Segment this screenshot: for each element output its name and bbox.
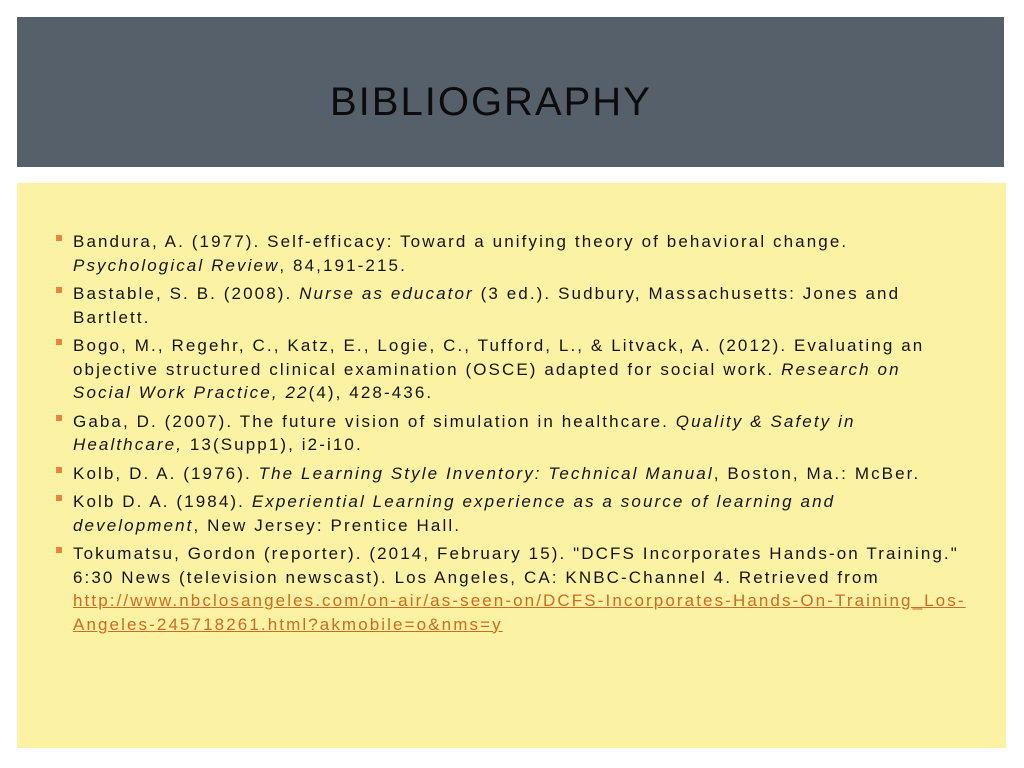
bullet-icon (56, 415, 62, 421)
reference-item (56, 490, 966, 537)
reference-text: Tokumatsu, Gordon (reporter). (2014, February 15). "DCFS Incorporates Hands-on Training." 6:30 News (television newscast). Los Angeles, CA: KNBC-Channel 4. Retrieved from (73, 544, 959, 587)
reference-item (56, 462, 966, 486)
bullet-icon (56, 287, 62, 293)
reference-text: Kolb, D. A. (1976). (73, 463, 259, 483)
reference-book-title: Nurse as educator (299, 284, 474, 303)
reference-item (56, 334, 966, 405)
bullet-icon (56, 339, 62, 345)
reference-journal: Psychological Review (73, 255, 280, 275)
bullet-icon (56, 235, 62, 241)
reference-book-title: The Learning Style Inventory: Technical Manual (258, 463, 714, 483)
reference-journal: Research on Social Work Practice, 22 (73, 359, 901, 402)
reference-book-title: Experiential Learning experience as a source of learning and development (73, 492, 836, 535)
reference-item (56, 410, 966, 457)
bullet-icon (56, 467, 62, 473)
reference-text: , 84,191-215. (279, 255, 407, 275)
reference-journal: Quality & Safety in Healthcare, (73, 411, 856, 454)
reference-text: , Boston, Ma.: McBer. (713, 463, 921, 483)
reference-text: (4), 428-436. (308, 383, 434, 402)
reference-text: Bandura, A. (1977). Self-efficacy: Toward a unifying theory of behavioral change. (73, 232, 849, 251)
slide-title: BIBLIOGRAPHY (330, 80, 652, 124)
reference-text: (3 ed.). Sudbury, Massachusetts: Jones and Bartlett. (73, 284, 901, 327)
reference-item (56, 542, 966, 636)
reference-text: Gaba, D. (2007). The future vision of simulation in healthcare. (73, 411, 676, 431)
reference-text: 13(Supp1), i2-i10. (183, 435, 363, 454)
reference-link[interactable]: http://www.nbclosangeles.com/on-air/as-seen-on/DCFS-Incorporates-Hands-On-Training_Los-Angeles-245718261.html?akmobile=o&nms=y (73, 591, 966, 634)
reference-item (56, 282, 966, 329)
bibliography-list (56, 230, 966, 641)
reference-text: Kolb D. A. (1984). (73, 492, 252, 511)
bullet-icon (56, 495, 62, 501)
bullet-icon (56, 547, 62, 553)
reference-text: Bastable, S. B. (2008). (73, 284, 300, 303)
reference-text: , New Jersey: Prentice Hall. (193, 515, 462, 535)
reference-item (56, 230, 966, 277)
reference-text: Bogo, M., Regehr, C., Katz, E., Logie, C., Tufford, L., & Litvack, A. (2012). Evaluating an objective structured clinical examination (OSCE) adapted for social work. (73, 336, 925, 379)
